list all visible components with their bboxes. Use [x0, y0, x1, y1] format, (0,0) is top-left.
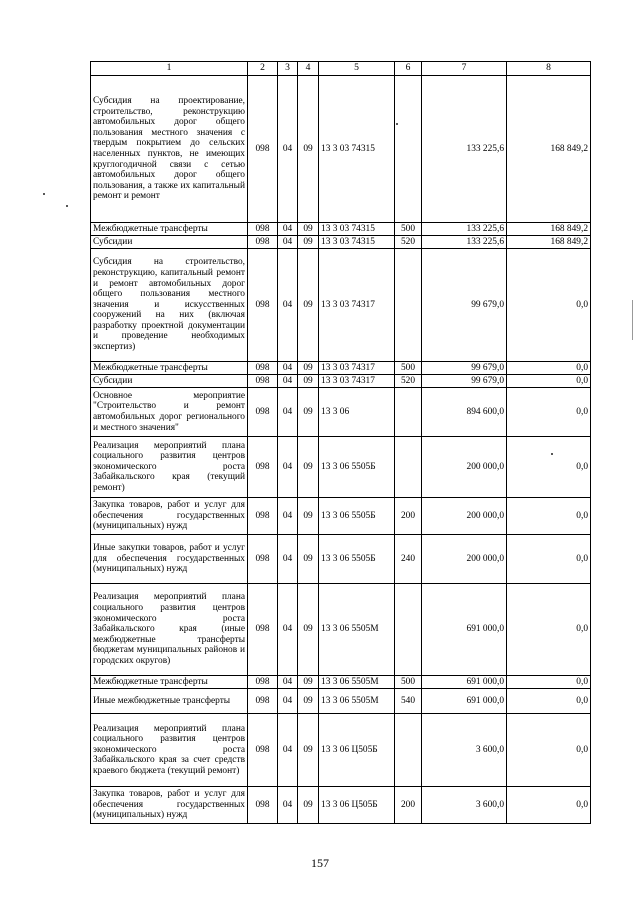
row-name-cell: Межбюджетные трансферты — [91, 676, 248, 689]
table-row — [91, 249, 591, 362]
row-amount-2018-cell: 0,0 — [507, 787, 591, 824]
table-row — [91, 388, 591, 437]
budget-table — [90, 61, 591, 824]
row-amount-2017-cell: 894 600,0 — [422, 388, 507, 437]
row-target-cell: 13 3 06 5505М — [319, 584, 395, 676]
table-row — [91, 76, 591, 223]
row-name-cell: Закупка товаров, работ и услуг для обеспечения государственных (муниципальных) нужд — [91, 787, 248, 824]
row-target-cell: 13 3 03 74315 — [319, 223, 395, 236]
row-name-cell: Реализация мероприятий плана социального развития центров экономического роста Забайкальского края (текущий ремонт) — [91, 437, 248, 498]
row-amount-2018-cell: 0,0 — [507, 676, 591, 689]
table-row — [91, 584, 591, 676]
table-row — [91, 498, 591, 535]
row-type-cell — [395, 388, 422, 437]
row-target-cell: 13 3 03 74317 — [319, 362, 395, 375]
row-code-cell: 098 — [248, 223, 278, 236]
row-type-cell: 520 — [395, 375, 422, 388]
row-target-cell: 13 3 06 — [319, 388, 395, 437]
row-amount-2017-cell: 200 000,0 — [422, 437, 507, 498]
row-amount-2018-cell: 0,0 — [507, 714, 591, 787]
row-amount-2017-cell: 99 679,0 — [422, 362, 507, 375]
row-target-cell: 13 3 03 74317 — [319, 375, 395, 388]
table-row — [91, 236, 591, 249]
row-amount-2017-cell: 691 000,0 — [422, 689, 507, 714]
row-amount-2017-cell: 133 225,6 — [422, 223, 507, 236]
table-row — [91, 689, 591, 714]
row-type-cell — [395, 714, 422, 787]
row-section-cell: 04 — [278, 437, 298, 498]
row-subsection-cell: 09 — [298, 584, 319, 676]
row-name-cell: Реализация мероприятий плана социального развития центров экономического роста Забайкальского края за счет средств краевого бюджета (текущий ремонт) — [91, 714, 248, 787]
row-amount-2017-cell: 3 600,0 — [422, 714, 507, 787]
table-row — [91, 362, 591, 375]
header-cell: 6 — [395, 62, 422, 76]
row-amount-2017-cell: 200 000,0 — [422, 535, 507, 584]
row-type-cell: 200 — [395, 498, 422, 535]
row-target-cell: 13 3 06 Ц505Б — [319, 714, 395, 787]
row-name-cell: Основное мероприятие "Строительство и ремонт автомобильных дорог регионального и местного значения" — [91, 388, 248, 437]
row-type-cell: 500 — [395, 223, 422, 236]
row-subsection-cell: 09 — [298, 535, 319, 584]
scan-speck — [43, 193, 45, 195]
row-section-cell: 04 — [278, 236, 298, 249]
row-name-cell: Иные закупки товаров, работ и услуг для обеспечения государственных (муниципальных) нужд — [91, 535, 248, 584]
row-name-cell: Реализация мероприятий плана социального развития центров экономического роста Забайкальского края (иные межбюджетные трансферты бюджетам муниципальных районов и городских округов) — [91, 584, 248, 676]
row-section-cell: 04 — [278, 362, 298, 375]
row-subsection-cell: 09 — [298, 437, 319, 498]
row-type-cell: 540 — [395, 689, 422, 714]
header-cell: 8 — [507, 62, 591, 76]
header-cell: 2 — [248, 62, 278, 76]
row-target-cell: 13 3 06 Ц505Б — [319, 787, 395, 824]
row-code-cell: 098 — [248, 676, 278, 689]
row-type-cell: 520 — [395, 236, 422, 249]
row-subsection-cell: 09 — [298, 676, 319, 689]
row-name-cell: Субсидия на строительство, реконструкцию, капитальный ремонт и ремонт автомобильных дорог общего пользования местного значения и искусственных сооружений на них (включая разработку проектной документации и проведение необходимых экспертиз) — [91, 249, 248, 362]
row-code-cell: 098 — [248, 787, 278, 824]
row-amount-2017-cell: 691 000,0 — [422, 676, 507, 689]
row-section-cell: 04 — [278, 249, 298, 362]
table-body — [91, 62, 591, 824]
row-amount-2018-cell: 0,0 — [507, 437, 591, 498]
table-row — [91, 714, 591, 787]
row-type-cell — [395, 249, 422, 362]
row-target-cell: 13 3 03 74315 — [319, 236, 395, 249]
row-amount-2018-cell: 168 849,2 — [507, 76, 591, 223]
row-amount-2018-cell: 0,0 — [507, 388, 591, 437]
scan-edge-mark — [632, 300, 633, 340]
row-subsection-cell: 09 — [298, 223, 319, 236]
row-section-cell: 04 — [278, 714, 298, 787]
row-amount-2018-cell: 0,0 — [507, 249, 591, 362]
row-subsection-cell: 09 — [298, 362, 319, 375]
row-code-cell: 098 — [248, 584, 278, 676]
row-target-cell: 13 3 03 74317 — [319, 249, 395, 362]
scan-speck — [66, 205, 68, 207]
row-amount-2017-cell: 99 679,0 — [422, 375, 507, 388]
row-code-cell: 098 — [248, 689, 278, 714]
row-code-cell: 098 — [248, 236, 278, 249]
table-row — [91, 375, 591, 388]
row-name-cell: Субсидии — [91, 375, 248, 388]
table-header-row — [91, 62, 591, 76]
row-section-cell: 04 — [278, 535, 298, 584]
row-amount-2018-cell: 0,0 — [507, 689, 591, 714]
row-code-cell: 098 — [248, 249, 278, 362]
row-amount-2018-cell: 0,0 — [507, 498, 591, 535]
row-subsection-cell: 09 — [298, 249, 319, 362]
row-amount-2017-cell: 691 000,0 — [422, 584, 507, 676]
row-type-cell — [395, 76, 422, 223]
row-amount-2018-cell: 0,0 — [507, 362, 591, 375]
row-section-cell: 04 — [278, 787, 298, 824]
table-row — [91, 223, 591, 236]
table-row — [91, 535, 591, 584]
row-subsection-cell: 09 — [298, 689, 319, 714]
header-cell: 7 — [422, 62, 507, 76]
scan-speck — [396, 123, 398, 125]
row-code-cell: 098 — [248, 362, 278, 375]
row-target-cell: 13 3 06 5505Б — [319, 498, 395, 535]
row-type-cell: 240 — [395, 535, 422, 584]
row-name-cell: Межбюджетные трансферты — [91, 223, 248, 236]
scan-speck — [551, 453, 553, 455]
table-row — [91, 676, 591, 689]
row-type-cell: 500 — [395, 676, 422, 689]
row-amount-2018-cell: 0,0 — [507, 375, 591, 388]
row-amount-2017-cell: 3 600,0 — [422, 787, 507, 824]
row-subsection-cell: 09 — [298, 236, 319, 249]
row-amount-2017-cell: 200 000,0 — [422, 498, 507, 535]
row-target-cell: 13 3 06 5505М — [319, 676, 395, 689]
row-type-cell: 500 — [395, 362, 422, 375]
table-row — [91, 437, 591, 498]
row-type-cell — [395, 584, 422, 676]
row-section-cell: 04 — [278, 584, 298, 676]
row-name-cell: Закупка товаров, работ и услуг для обеспечения государственных (муниципальных) нужд — [91, 498, 248, 535]
row-section-cell: 04 — [278, 388, 298, 437]
row-name-cell: Иные межбюджетные трансферты — [91, 689, 248, 714]
header-cell: 5 — [319, 62, 395, 76]
row-subsection-cell: 09 — [298, 388, 319, 437]
row-amount-2017-cell: 133 225,6 — [422, 236, 507, 249]
row-section-cell: 04 — [278, 223, 298, 236]
row-amount-2018-cell: 168 849,2 — [507, 236, 591, 249]
row-code-cell: 098 — [248, 714, 278, 787]
row-name-cell: Межбюджетные трансферты — [91, 362, 248, 375]
row-name-cell: Субсидия на проектирование, строительство, реконструкцию автомобильных дорог общего пользования местного значения с твердым покрытием до сельских населенных пунктов, не имеющих круглогодичной связи с сетью автомобильных дорог общего пользования, а также их капитальный ремонт и ремонт — [91, 76, 248, 223]
row-section-cell: 04 — [278, 375, 298, 388]
row-code-cell: 098 — [248, 437, 278, 498]
row-name-cell: Субсидии — [91, 236, 248, 249]
row-code-cell: 098 — [248, 76, 278, 223]
row-target-cell: 13 3 06 5505Б — [319, 535, 395, 584]
row-section-cell: 04 — [278, 676, 298, 689]
page-number: 157 — [311, 856, 329, 870]
row-target-cell: 13 3 06 5505Б — [319, 437, 395, 498]
row-code-cell: 098 — [248, 498, 278, 535]
row-type-cell — [395, 437, 422, 498]
row-amount-2018-cell: 0,0 — [507, 584, 591, 676]
row-subsection-cell: 09 — [298, 375, 319, 388]
header-cell: 1 — [91, 62, 248, 76]
table-row — [91, 787, 591, 824]
header-cell: 4 — [298, 62, 319, 76]
row-code-cell: 098 — [248, 375, 278, 388]
row-amount-2018-cell: 168 849,2 — [507, 223, 591, 236]
row-subsection-cell: 09 — [298, 76, 319, 223]
row-target-cell: 13 3 06 5505М — [319, 689, 395, 714]
row-subsection-cell: 09 — [298, 787, 319, 824]
row-section-cell: 04 — [278, 689, 298, 714]
row-subsection-cell: 09 — [298, 498, 319, 535]
row-code-cell: 098 — [248, 535, 278, 584]
row-amount-2017-cell: 99 679,0 — [422, 249, 507, 362]
header-cell: 3 — [278, 62, 298, 76]
row-amount-2018-cell: 0,0 — [507, 535, 591, 584]
row-subsection-cell: 09 — [298, 714, 319, 787]
row-target-cell: 13 3 03 74315 — [319, 76, 395, 223]
row-amount-2017-cell: 133 225,6 — [422, 76, 507, 223]
row-section-cell: 04 — [278, 76, 298, 223]
row-section-cell: 04 — [278, 498, 298, 535]
row-code-cell: 098 — [248, 388, 278, 437]
row-type-cell: 200 — [395, 787, 422, 824]
